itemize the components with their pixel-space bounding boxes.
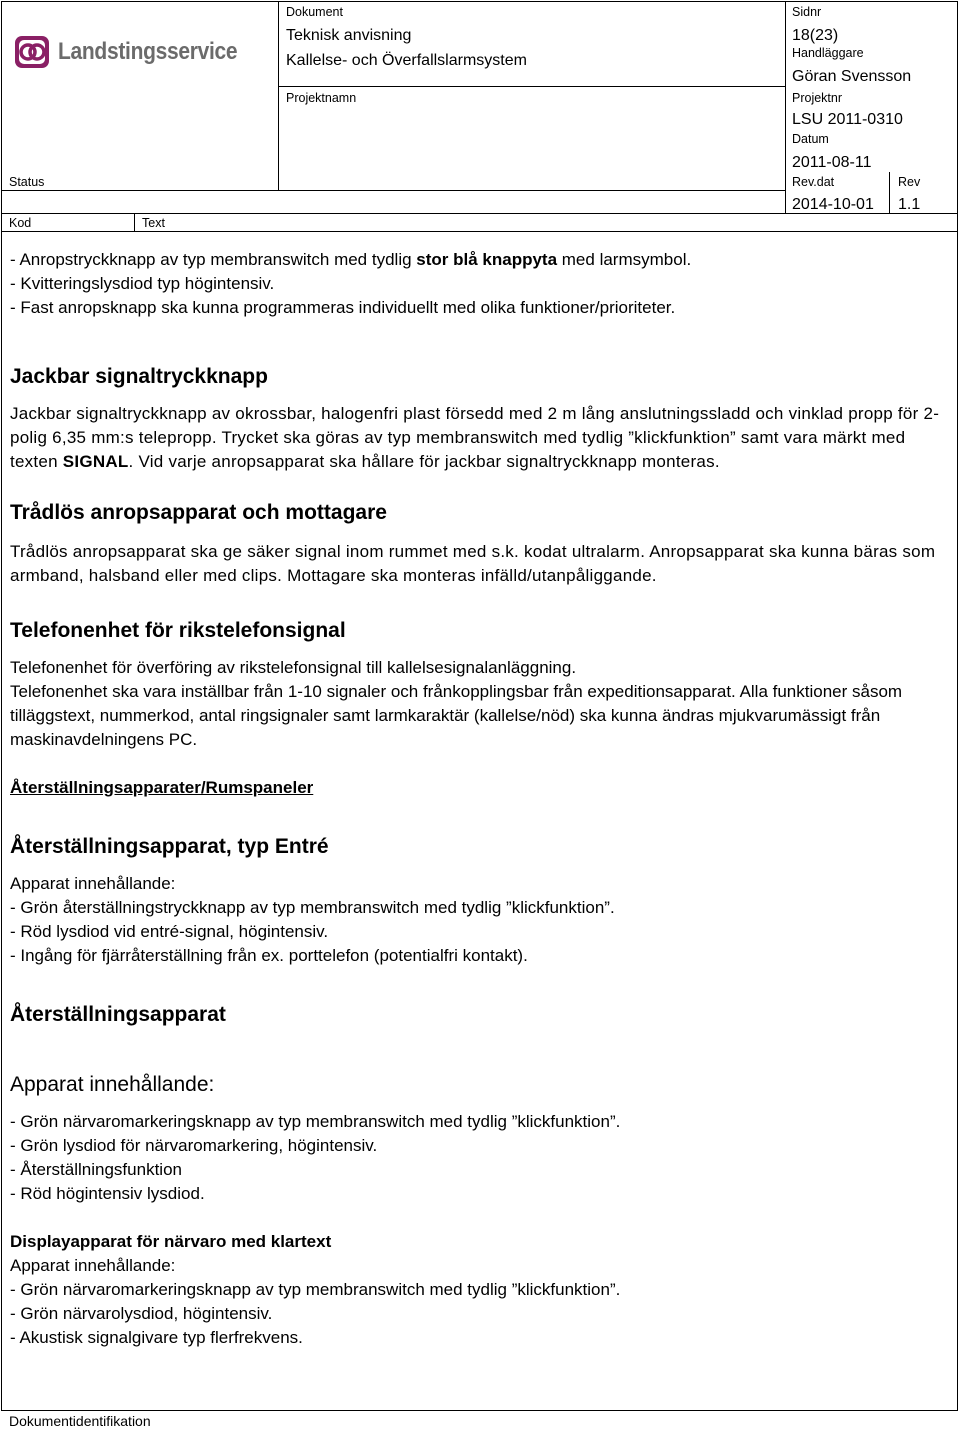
handlaggare-value: Göran Svensson bbox=[792, 68, 912, 85]
intro-line-3: - Fast anropsknapp ska kunna programmeras individuellt med olika funktioner/prioriteter. bbox=[10, 298, 676, 317]
entre-line: - Ingång för fjärråterställning från ex. porttelefon (potentialfri kontakt). bbox=[10, 946, 528, 965]
aterstallningsapparat-subheading: Apparat innehållande: bbox=[10, 1073, 215, 1096]
logo-text: Landstingsservice bbox=[58, 38, 238, 65]
telefon-heading: Telefonenhet för rikstelefonsignal bbox=[10, 619, 346, 642]
entre-heading: Återställningsapparat, typ Entré bbox=[10, 835, 329, 858]
kod-label: Kod bbox=[9, 216, 32, 230]
datum-value: 2011-08-11 bbox=[792, 154, 872, 171]
intro-line-1-end: med larmsymbol. bbox=[557, 250, 692, 269]
datum-label: Datum bbox=[792, 132, 829, 146]
telefon-paragraph-1: Telefonenhet för överföring av rikstelefonsignal till kallelsesignalanläggning. bbox=[10, 658, 577, 677]
entre-line: - Röd lysdiod vid entré-signal, högintensiv. bbox=[10, 922, 329, 941]
intro-line-2: - Kvitteringslysdiod typ högintensiv. bbox=[10, 274, 275, 293]
aterstallningsapparat-line: - Grön lysdiod för närvaromarkering, högintensiv. bbox=[10, 1136, 378, 1155]
dokument-line1: Teknisk anvisning bbox=[286, 27, 412, 44]
display-heading: Displayapparat för närvaro med klartext bbox=[10, 1232, 332, 1251]
aterstallningsapparat-list bbox=[10, 1110, 945, 1206]
rev-label: Rev bbox=[898, 175, 921, 189]
aterstallningsapparat-line: - Grön närvaromarkeringsknapp av typ membranswitch med tydlig ”klickfunktion”. bbox=[10, 1112, 621, 1131]
intro-line-1-bold: stor blå knappyta bbox=[416, 250, 558, 269]
entre-line: - Grön återställningstryckknapp av typ membranswitch med tydlig ”klickfunktion”. bbox=[10, 898, 615, 917]
aterstallningsapparat-line: - Återställningsfunktion bbox=[10, 1160, 182, 1179]
aterstallningsapparat-line: - Röd högintensiv lysdiod. bbox=[10, 1184, 205, 1203]
projektnamn-label: Projektnamn bbox=[286, 91, 357, 105]
revdat-label: Rev.dat bbox=[792, 175, 835, 189]
entre-line: Apparat innehållande: bbox=[10, 874, 176, 893]
display-list bbox=[10, 1254, 945, 1350]
jackbar-heading: Jackbar signaltryckknapp bbox=[10, 365, 268, 388]
intro-line-1-text: - Anropstryckknapp av typ membranswitch med tydlig bbox=[10, 250, 417, 269]
dokument-label: Dokument bbox=[286, 5, 343, 19]
projektnr-value: LSU 2011-0310 bbox=[792, 111, 903, 128]
jackbar-text-end: . Vid varje anropsapparat ska hållare för jackbar signaltryckknapp monteras. bbox=[128, 452, 720, 471]
landstingsservice-logo bbox=[12, 32, 237, 72]
handlaggare-label: Handläggare bbox=[792, 46, 864, 60]
display-line: Apparat innehållande: bbox=[10, 1256, 176, 1275]
document-body bbox=[10, 248, 945, 1350]
dokumentidentifikation-label: Dokumentidentifikation bbox=[9, 1413, 151, 1429]
display-line: - Akustisk signalgivare typ flerfrekvens. bbox=[10, 1328, 303, 1347]
sidnr-value: 18(23) bbox=[792, 27, 839, 44]
rev-value: 1.1 bbox=[898, 196, 921, 213]
display-line: - Grön närvaromarkeringsknapp av typ membranswitch med tydlig ”klickfunktion”. bbox=[10, 1280, 621, 1299]
intro-line-1 bbox=[10, 248, 945, 272]
entre-list bbox=[10, 872, 945, 968]
aterstallningsapparat-heading: Återställningsapparat bbox=[10, 1003, 226, 1026]
tradlos-heading: Trådlös anropsapparat och mottagare bbox=[10, 501, 387, 524]
logo-mark-icon bbox=[12, 32, 52, 72]
text-label: Text bbox=[142, 216, 165, 230]
jackbar-signal-bold: SIGNAL bbox=[62, 452, 129, 471]
dokument-line2: Kallelse- och Överfallslarmsystem bbox=[286, 52, 527, 69]
revdat-value: 2014-10-01 bbox=[792, 196, 874, 213]
aterstallning-heading: Återställningsapparater/Rumspaneler bbox=[10, 778, 314, 797]
sidnr-label: Sidnr bbox=[792, 5, 822, 19]
jackbar-paragraph bbox=[10, 402, 945, 474]
jackbar-text: Jackbar signaltryckknapp av okrossbar, halogenfri plast försedd med 2 m lång anslutningssladd och vinklad propp för 2-polig 6,35 mm:s telepropp. Trycket ska göras av typ membranswitch med tydlig ”klickfunktion” samt vara märkt med texten bbox=[10, 404, 940, 471]
display-line: - Grön närvarolysdiod, högintensiv. bbox=[10, 1304, 273, 1323]
tradlos-paragraph: Trådlös anropsapparat ska ge säker signal inom rummet med s.k. kodat ultralarm. Anropsapparat ska kunna bäras som armband, halsband eller med clips. Mottagare ska monteras infälld/utanpåliggande. bbox=[10, 542, 936, 585]
status-label: Status bbox=[9, 175, 45, 189]
projektnr-label: Projektnr bbox=[792, 91, 843, 105]
telefon-paragraph-2: Telefonenhet ska vara inställbar från 1-10 signaler och frånkopplingsbar från expeditionsapparat. Alla funktioner såsom tilläggstext, nummerkod, antal ringsignaler samt larmkaraktär (kallelse/nöd) ska kunna ändras mjukvarumässigt från maskinavdelningens PC. bbox=[10, 682, 903, 749]
